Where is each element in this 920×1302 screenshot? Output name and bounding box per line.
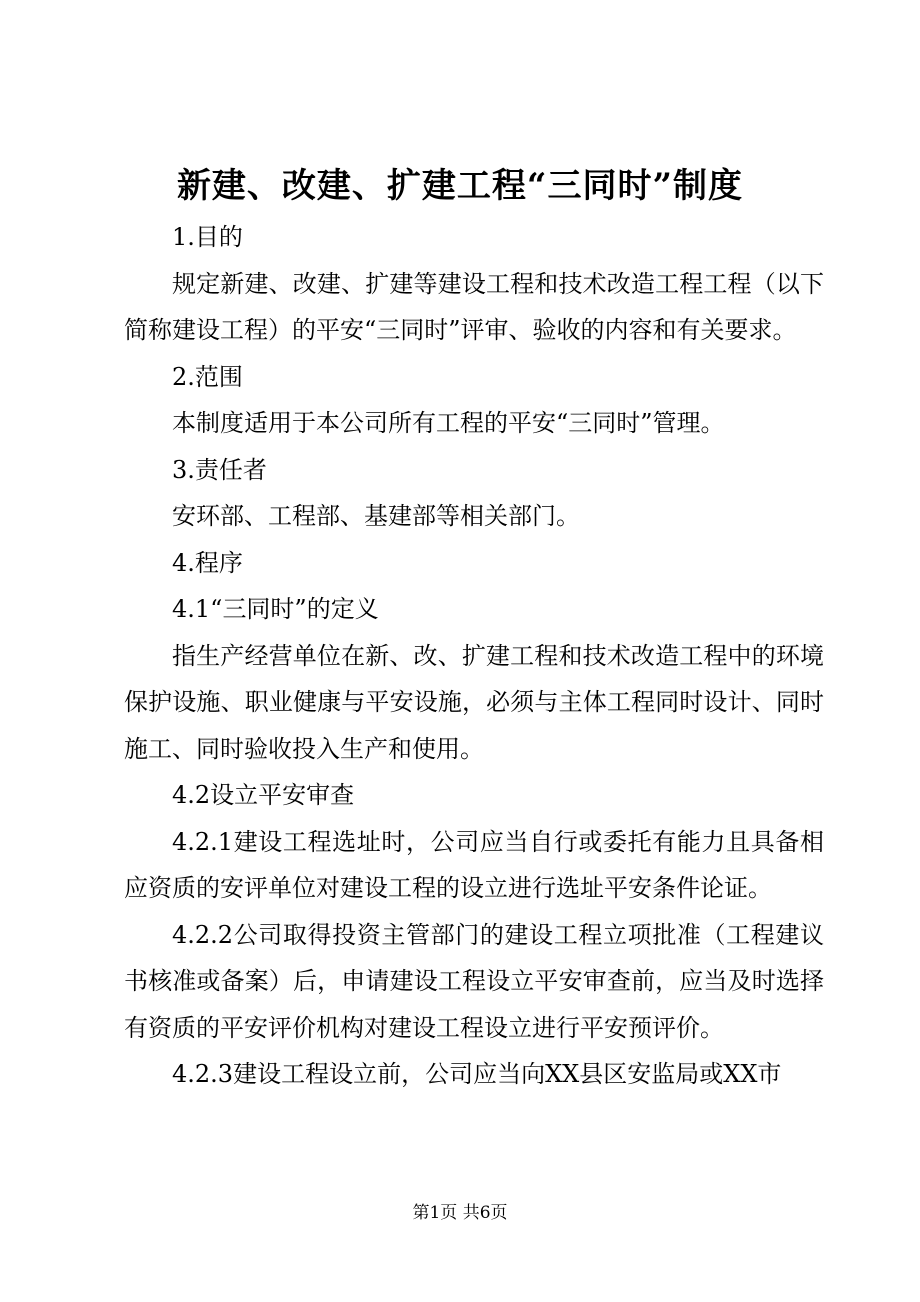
paragraph-definition: 指生产经营单位在新、改、扩建工程和技术改造工程中的环境保护设施、职业健康与平安设施，必须与主体工程同时设计、同时施工、同时验收投入生产和使用。 — [124, 641, 824, 763]
document-title: 新建、改建、扩建工程“三同时”制度 — [176, 166, 744, 206]
paragraph-responsible: 安环部、工程部、基建部等相关部门。 — [172, 502, 580, 530]
section-heading-purpose: 1.目的 — [172, 223, 243, 251]
paragraph-4-2-1: 4.2.1建设工程选址时，公司应当自行或委托有能力且具备相应资质的安评单位对建设工程的设立进行选址平安条件论证。 — [124, 827, 824, 902]
section-heading-procedure: 4.程序 — [172, 548, 243, 577]
paragraph-4-2-2: 4.2.2公司取得投资主管部门的建设工程立项批准（工程建议书核准或备案）后，申请建设工程设立平安审查前，应当及时选择有资质的平安评价机构对建设工程设立进行平安预评价。 — [124, 920, 824, 1042]
document-body — [124, 214, 824, 1098]
page-footer: 第1页 共6页 — [412, 1203, 508, 1223]
section-heading-scope: 2.范围 — [172, 362, 243, 391]
subsection-heading-review: 4.2设立平安审查 — [172, 781, 355, 809]
paragraph-purpose: 规定新建、改建、扩建等建设工程和技术改造工程工程（以下简称建设工程）的平安“三同时”评审、验收的内容和有关要求。 — [124, 269, 824, 344]
paragraph-scope: 本制度适用于本公司所有工程的平安“三同时”管理。 — [172, 409, 725, 437]
subsection-heading-definition: 4.1“三同时”的定义 — [172, 595, 379, 623]
paragraph-4-2-3: 4.2.3建设工程设立前，公司应当向XX县区安监局或XX市 — [172, 1060, 782, 1088]
section-heading-responsible: 3.责任者 — [172, 455, 267, 484]
